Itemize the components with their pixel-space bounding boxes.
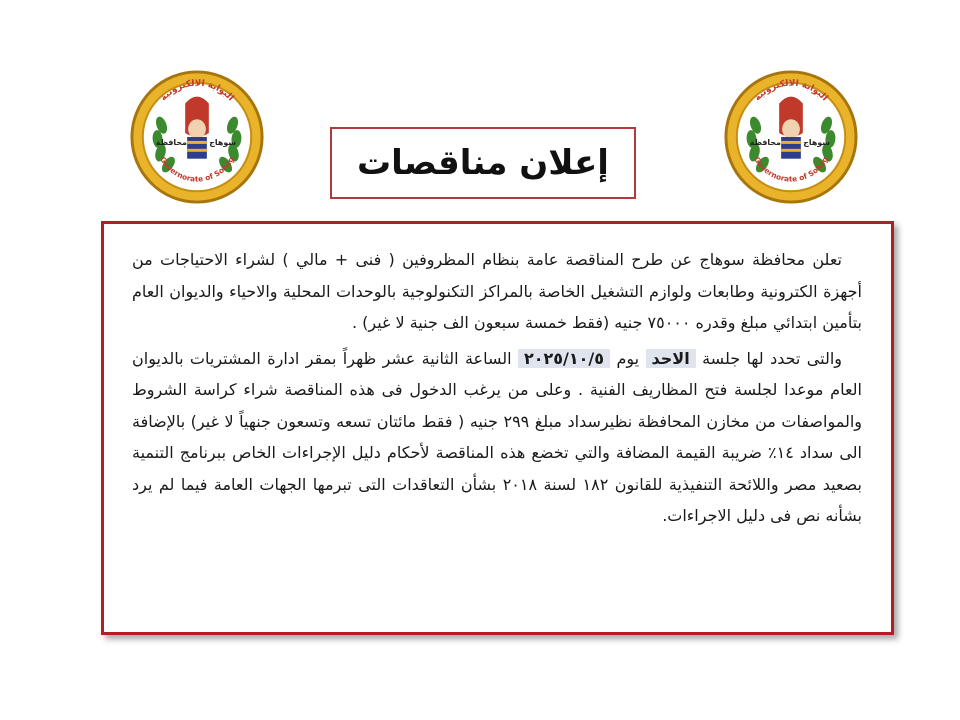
svg-text:البوابة الالكترونية: البوابة الالكترونية bbox=[752, 78, 830, 104]
notice-paragraph-2 bbox=[132, 343, 862, 532]
session-intro: والتى تحدد لها جلسة bbox=[702, 348, 843, 368]
svg-text:سوهاج: سوهاج bbox=[803, 137, 831, 147]
svg-text:Governorate of Sohag: Governorate of Sohag bbox=[752, 155, 830, 184]
svg-text:محافظة: محافظة bbox=[155, 137, 187, 147]
governorate-seal-right bbox=[722, 68, 860, 206]
tender-notice-text bbox=[132, 244, 862, 532]
seal-logo-icon bbox=[128, 68, 266, 206]
session-day-label: يوم bbox=[616, 348, 640, 368]
svg-text:البوابة الالكترونية: البوابة الالكترونية bbox=[158, 78, 236, 104]
svg-text:Governorate of Sohag: Governorate of Sohag bbox=[158, 155, 236, 184]
svg-text:محافظة: محافظة bbox=[749, 137, 781, 147]
svg-text:سوهاج: سوهاج bbox=[209, 137, 237, 147]
tender-notice-frame bbox=[101, 221, 894, 635]
session-details: الساعة الثانية عشر ظهراً بمقر ادارة المشتريات بالديوان العام موعدا لجلسة فتح المظاريف الفنية . وعلى من يرغب الدخول فى هذه المناقصة شراء كراسة الشروط والمواصفات من مخازن المحافظة نظيرسداد مبلغ ٢٩٩ جنيه ( فقط مائتان تسعه وتسعون جنهياً لا غير) بالإضافة الى سداد ١٤٪ ضريبة القيمة المضافة والتي تخضع هذه المناقصة لأحكام دليل الإجراءات الخاص ببرنامج التنمية بصعيد مصر واللائحة التنفيذية للقانون ١٨٢ لسنة ٢٠١٨ بشأن التعاقدات التى تبرمها الجهات العامة فيما لم يرد بشأنه نص فى دليل الاجراءات. bbox=[132, 348, 863, 525]
notice-paragraph-1: تعلن محافظة سوهاج عن طرح المناقصة عامة بنظام المظروفين ( فنى + مالي ) لشراء الاحتياجات من أجهزة الكترونية وطابعات ولوازم التشغيل الخاصة بالمراكز التكنولوجية بالوحدات المحلية والاحياء والديوان العام بتأمين ابتدائي مبلغ وقدره ٧٥٠٠٠ جنيه (فقط خمسة سبعون الف جنية لا غير) . bbox=[132, 250, 862, 332]
governorate-seal-left bbox=[128, 68, 266, 206]
session-date: ٢٠٢٥/١٠/٥ bbox=[518, 349, 610, 368]
page-title: إعلان مناقصات bbox=[357, 143, 609, 183]
session-day: الاحد bbox=[646, 349, 696, 368]
title-box bbox=[330, 127, 636, 199]
seal-logo-icon bbox=[722, 68, 860, 206]
